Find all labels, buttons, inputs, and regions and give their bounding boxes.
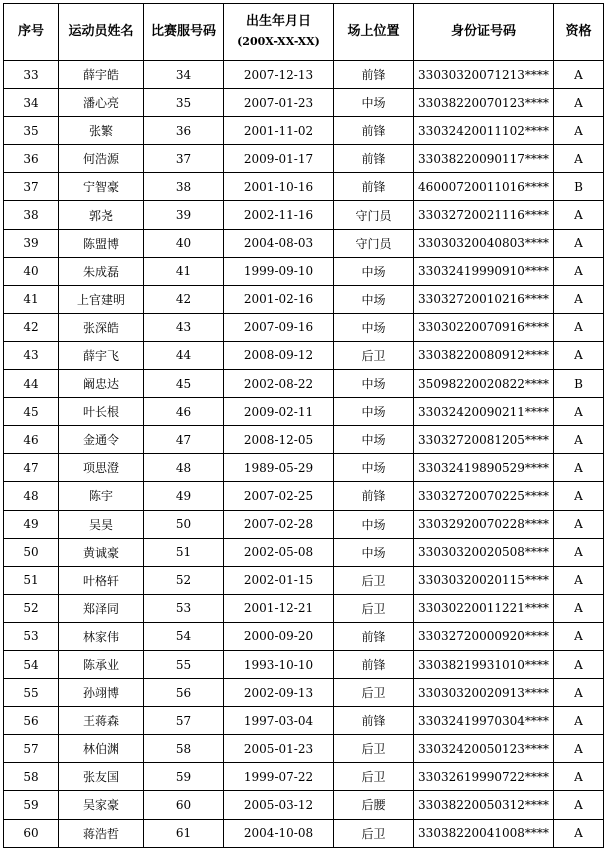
cell-position: 前锋 [334,61,414,89]
cell-id: 33030320071213**** [414,61,554,89]
cell-id: 33030220011221**** [414,594,554,622]
cell-name: 金通令 [59,426,144,454]
cell-seq: 36 [4,145,59,173]
cell-seq: 51 [4,566,59,594]
cell-birth: 2002-09-13 [224,679,334,707]
cell-name: 项思澄 [59,454,144,482]
cell-birth: 2005-01-23 [224,735,334,763]
cell-id: 33038220070123**** [414,89,554,117]
header-position: 场上位置 [334,4,414,61]
cell-name: 郭尧 [59,201,144,229]
cell-position: 中场 [334,510,414,538]
cell-id: 33038220050312**** [414,791,554,819]
cell-qualification: A [554,341,604,369]
cell-qualification: B [554,173,604,201]
cell-qualification: A [554,257,604,285]
cell-qualification: A [554,707,604,735]
cell-qualification: A [554,454,604,482]
cell-number: 61 [144,819,224,847]
cell-name: 薛宇飞 [59,341,144,369]
cell-position: 中场 [334,426,414,454]
table-row [4,819,604,847]
cell-id: 33038219931010**** [414,650,554,678]
cell-seq: 41 [4,285,59,313]
cell-qualification: A [554,566,604,594]
cell-seq: 33 [4,61,59,89]
cell-name: 上官建明 [59,285,144,313]
cell-seq: 42 [4,313,59,341]
table-row [4,763,604,791]
cell-number: 49 [144,482,224,510]
cell-position: 后腰 [334,791,414,819]
table-row [4,89,604,117]
cell-birth: 2007-09-16 [224,313,334,341]
cell-number: 41 [144,257,224,285]
cell-seq: 50 [4,538,59,566]
cell-seq: 49 [4,510,59,538]
cell-position: 前锋 [334,117,414,145]
cell-qualification: A [554,313,604,341]
table-row [4,426,604,454]
cell-qualification: A [554,791,604,819]
cell-number: 37 [144,145,224,173]
cell-seq: 35 [4,117,59,145]
cell-id: 33032420011102**** [414,117,554,145]
cell-birth: 1997-03-04 [224,707,334,735]
cell-position: 前锋 [334,650,414,678]
header-row [4,4,604,61]
table-row [4,510,604,538]
cell-number: 52 [144,566,224,594]
table-row [4,173,604,201]
cell-number: 51 [144,538,224,566]
cell-position: 前锋 [334,707,414,735]
cell-qualification: A [554,61,604,89]
cell-number: 57 [144,707,224,735]
cell-name: 潘心亮 [59,89,144,117]
cell-position: 前锋 [334,622,414,650]
cell-seq: 55 [4,679,59,707]
cell-birth: 2007-02-25 [224,482,334,510]
cell-number: 53 [144,594,224,622]
cell-id: 33032720081205**** [414,426,554,454]
cell-birth: 2001-10-16 [224,173,334,201]
cell-number: 38 [144,173,224,201]
cell-birth: 2004-08-03 [224,229,334,257]
cell-birth: 2007-12-13 [224,61,334,89]
cell-name: 孙翊博 [59,679,144,707]
cell-qualification: A [554,145,604,173]
cell-birth: 2001-02-16 [224,285,334,313]
cell-name: 蒋浩哲 [59,819,144,847]
cell-position: 中场 [334,370,414,398]
cell-seq: 60 [4,819,59,847]
cell-qualification: A [554,89,604,117]
cell-position: 后卫 [334,594,414,622]
table-row [4,285,604,313]
cell-id: 33030320040803**** [414,229,554,257]
cell-name: 陈承业 [59,650,144,678]
table-row [4,145,604,173]
cell-name: 张繁 [59,117,144,145]
cell-qualification: A [554,819,604,847]
cell-birth: 2002-05-08 [224,538,334,566]
cell-qualification: A [554,679,604,707]
cell-qualification: B [554,370,604,398]
cell-position: 中场 [334,538,414,566]
table-row [4,229,604,257]
cell-number: 48 [144,454,224,482]
cell-number: 59 [144,763,224,791]
cell-birth: 2008-09-12 [224,341,334,369]
cell-seq: 58 [4,763,59,791]
cell-number: 45 [144,370,224,398]
cell-qualification: A [554,735,604,763]
table-header [4,4,604,61]
cell-id: 33032920070228**** [414,510,554,538]
cell-seq: 38 [4,201,59,229]
cell-seq: 57 [4,735,59,763]
header-qualification: 资格 [554,4,604,61]
roster-table-container [3,3,604,848]
cell-name: 阚忠达 [59,370,144,398]
cell-qualification: A [554,426,604,454]
cell-birth: 1993-10-10 [224,650,334,678]
cell-id: 33032619990722**** [414,763,554,791]
cell-id: 33030320020913**** [414,679,554,707]
cell-birth: 2004-10-08 [224,819,334,847]
table-row [4,707,604,735]
cell-name: 陈宇 [59,482,144,510]
cell-position: 前锋 [334,145,414,173]
cell-qualification: A [554,285,604,313]
table-row [4,257,604,285]
cell-qualification: A [554,622,604,650]
cell-seq: 39 [4,229,59,257]
cell-birth: 2000-09-20 [224,622,334,650]
cell-position: 中场 [334,89,414,117]
cell-number: 47 [144,426,224,454]
cell-birth: 2005-03-12 [224,791,334,819]
table-row [4,117,604,145]
cell-position: 中场 [334,285,414,313]
table-row [4,538,604,566]
header-birth-label: 出生年月日 [245,14,311,29]
cell-qualification: A [554,398,604,426]
cell-position: 中场 [334,257,414,285]
cell-id: 33032720070225**** [414,482,554,510]
cell-position: 后卫 [334,566,414,594]
cell-position: 守门员 [334,201,414,229]
cell-qualification: A [554,229,604,257]
cell-id: 33038220090117**** [414,145,554,173]
cell-name: 郑泽同 [59,594,144,622]
cell-seq: 54 [4,650,59,678]
cell-position: 后卫 [334,819,414,847]
cell-position: 后卫 [334,341,414,369]
table-body [4,61,604,848]
table-row [4,370,604,398]
cell-name: 吴昊 [59,510,144,538]
cell-number: 35 [144,89,224,117]
table-row [4,594,604,622]
cell-name: 王蒋森 [59,707,144,735]
cell-position: 守门员 [334,229,414,257]
cell-number: 39 [144,201,224,229]
cell-seq: 53 [4,622,59,650]
cell-name: 陈盟博 [59,229,144,257]
cell-name: 林伯渊 [59,735,144,763]
cell-qualification: A [554,538,604,566]
cell-id: 33032720000920**** [414,622,554,650]
cell-number: 58 [144,735,224,763]
cell-name: 张友国 [59,763,144,791]
cell-birth: 1989-05-29 [224,454,334,482]
cell-birth: 1999-09-10 [224,257,334,285]
cell-position: 后卫 [334,679,414,707]
cell-id: 35098220020822**** [414,370,554,398]
cell-seq: 59 [4,791,59,819]
cell-name: 叶格轩 [59,566,144,594]
cell-qualification: A [554,482,604,510]
table-row [4,341,604,369]
cell-seq: 56 [4,707,59,735]
table-row [4,398,604,426]
cell-birth: 2002-11-16 [224,201,334,229]
cell-id: 33038220080912**** [414,341,554,369]
cell-seq: 46 [4,426,59,454]
cell-name: 叶长根 [59,398,144,426]
cell-position: 中场 [334,454,414,482]
cell-seq: 47 [4,454,59,482]
cell-qualification: A [554,201,604,229]
cell-number: 60 [144,791,224,819]
cell-name: 宁智豪 [59,173,144,201]
cell-birth: 2009-02-11 [224,398,334,426]
cell-seq: 44 [4,370,59,398]
cell-position: 中场 [334,398,414,426]
cell-id: 33038220041008**** [414,819,554,847]
cell-number: 55 [144,650,224,678]
cell-seq: 40 [4,257,59,285]
cell-seq: 43 [4,341,59,369]
table-row [4,679,604,707]
table-row [4,313,604,341]
cell-qualification: A [554,117,604,145]
table-row [4,454,604,482]
cell-id: 33030220070916**** [414,313,554,341]
header-seq: 序号 [4,4,59,61]
cell-birth: 2007-02-28 [224,510,334,538]
cell-number: 43 [144,313,224,341]
table-row [4,622,604,650]
cell-birth: 2001-12-21 [224,594,334,622]
cell-id: 33032420050123**** [414,735,554,763]
cell-name: 薛宇皓 [59,61,144,89]
table-row [4,791,604,819]
cell-id: 33032419970304**** [414,707,554,735]
cell-seq: 34 [4,89,59,117]
cell-seq: 52 [4,594,59,622]
cell-name: 黄诚豪 [59,538,144,566]
cell-position: 后卫 [334,763,414,791]
cell-name: 张深皓 [59,313,144,341]
cell-qualification: A [554,594,604,622]
cell-id: 33032419890529**** [414,454,554,482]
cell-birth: 1999-07-22 [224,763,334,791]
cell-birth: 2002-08-22 [224,370,334,398]
cell-birth: 2002-01-15 [224,566,334,594]
cell-name: 吴家豪 [59,791,144,819]
cell-id: 33032419990910**** [414,257,554,285]
cell-id: 33032720021116**** [414,201,554,229]
cell-number: 50 [144,510,224,538]
table-row [4,735,604,763]
table-row [4,566,604,594]
header-number: 比赛服号码 [144,4,224,61]
roster-table [3,3,604,848]
cell-name: 林家伟 [59,622,144,650]
cell-qualification: A [554,510,604,538]
cell-seq: 37 [4,173,59,201]
header-birth [224,4,334,61]
cell-position: 前锋 [334,173,414,201]
header-birth-format: (200X-XX-XX) [237,35,320,48]
cell-seq: 48 [4,482,59,510]
table-row [4,61,604,89]
cell-number: 42 [144,285,224,313]
cell-position: 中场 [334,313,414,341]
cell-name: 何浩源 [59,145,144,173]
cell-birth: 2008-12-05 [224,426,334,454]
header-id: 身份证号码 [414,4,554,61]
cell-birth: 2007-01-23 [224,89,334,117]
cell-id: 33032720010216**** [414,285,554,313]
cell-qualification: A [554,763,604,791]
cell-id: 33030320020115**** [414,566,554,594]
cell-id: 46000720011016**** [414,173,554,201]
cell-number: 40 [144,229,224,257]
cell-id: 33030320020508**** [414,538,554,566]
cell-number: 46 [144,398,224,426]
cell-number: 56 [144,679,224,707]
cell-number: 36 [144,117,224,145]
cell-seq: 45 [4,398,59,426]
table-row [4,482,604,510]
cell-qualification: A [554,650,604,678]
cell-birth: 2009-01-17 [224,145,334,173]
cell-birth: 2001-11-02 [224,117,334,145]
cell-number: 34 [144,61,224,89]
cell-number: 44 [144,341,224,369]
cell-position: 前锋 [334,482,414,510]
table-row [4,650,604,678]
table-row [4,201,604,229]
cell-position: 后卫 [334,735,414,763]
cell-id: 33032420090211**** [414,398,554,426]
cell-name: 朱成磊 [59,257,144,285]
header-name: 运动员姓名 [59,4,144,61]
cell-number: 54 [144,622,224,650]
